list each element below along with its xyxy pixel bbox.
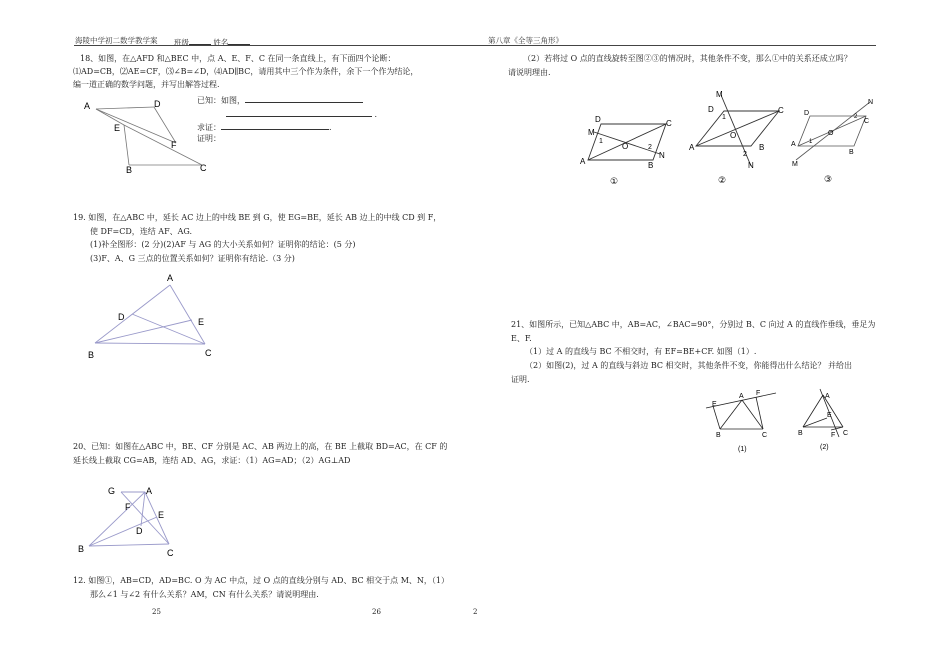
q12b-f2-2: 2: [743, 151, 747, 158]
q21-caption2: (2): [820, 444, 829, 451]
q12b-f3-d: D: [804, 110, 810, 117]
q18-line3: 编一道正确的数学问题，并写出解答过程.: [73, 80, 220, 89]
q21-f2-a: A: [825, 393, 830, 400]
q18-label-e: E: [114, 123, 121, 133]
q20-label-f: F: [125, 502, 131, 512]
q12b-f3-2: 2: [854, 114, 858, 120]
q12b-f3-m: M: [792, 161, 798, 168]
q21-line5: 证明.: [511, 375, 530, 384]
q19-label-a: A: [167, 273, 174, 283]
q12b-f3-b: B: [849, 149, 854, 156]
q12b-caption1: ①: [610, 176, 619, 186]
q18-label-f: F: [171, 140, 177, 150]
header-class: [174, 36, 250, 48]
q21-f2-f: F: [831, 432, 836, 439]
q20-label-a: A: [146, 486, 153, 496]
q18-prove: 求证： .: [197, 123, 332, 132]
q18-label-a: A: [84, 101, 91, 111]
q12b-line1: （2）若将过 O 点的直线旋转至图②③的情况时，其他条件不变，那么①中的关系还成立吗？: [523, 54, 852, 63]
q12b-f1-n: N: [659, 151, 665, 160]
q12b-f3-o: O: [828, 130, 834, 137]
q21-line4: （2）如图(2)，过 A 的直线与斜边 BC 相交时，其他条件不变，你能得出什么结论？ 并给出: [525, 361, 853, 370]
q18-label-b: B: [126, 165, 133, 175]
q12b-f1-d: D: [595, 115, 601, 124]
q12b-f2-b: B: [759, 143, 765, 152]
q21-f1-c: C: [762, 432, 768, 439]
q12b-f2-a: A: [689, 143, 695, 152]
q19-label-e: E: [198, 317, 205, 327]
q18-label-c: C: [200, 163, 207, 173]
q21-f2-c: C: [843, 430, 849, 437]
q21-line2: E、F.: [511, 334, 532, 343]
q12b-f2-1: 1: [722, 114, 726, 121]
q19-label-c: C: [205, 348, 212, 358]
q20-label-c: C: [167, 548, 174, 558]
page-number-2: 2: [473, 608, 478, 616]
q12b-f2-d: D: [708, 105, 714, 114]
q12b-f2-m: M: [716, 90, 723, 99]
header-school: 海陵中学初二数学教学案: [75, 36, 158, 45]
q12b-caption2: ②: [718, 175, 727, 185]
q21-figure1: [700, 385, 780, 455]
q21-line1: 21、如图所示，已知△ABC 中，AB=AC，∠BAC=90°，分别过 B、C 向过 A 的直线作垂线，垂足为: [511, 320, 876, 329]
q12b-line2: 请说明理由.: [508, 68, 551, 77]
q21-caption1: (1): [738, 446, 747, 453]
name-blank: [228, 36, 250, 45]
q12b-f3-c: C: [864, 118, 870, 125]
q21-f2-e: E: [827, 412, 832, 419]
q20-figure: [75, 480, 195, 565]
q19-line1: 19. 如图，在△ABC 中，延长 AC 边上的中线 BE 到 G，使 EG=BE，延长 AB 边上的中线 CD 到 F，: [73, 213, 442, 222]
q18-known-line2: .: [226, 108, 377, 121]
q21-f1-a: A: [739, 393, 744, 400]
q19-line2: 使 DF=CD，连结 AF、AG.: [90, 227, 193, 236]
q12b-f1-1: 1: [599, 138, 603, 145]
q19-label-b: B: [88, 350, 95, 360]
q18-line1: 18、如图，在△AFD 和△BEC 中，点 A、E、F、C 在同一条直线上，有下面四个论断：: [80, 54, 396, 63]
q12b-f2-o: O: [730, 131, 737, 140]
q12b-f3-1: 1: [809, 139, 813, 145]
q18-line2: ⑴AD=CB，⑵AE=CF，⑶∠B=∠D，⑷AD∥BC，请用其中三个作为条件，余下一个作为结论，: [73, 67, 419, 76]
q20-label-g: G: [108, 486, 116, 496]
q18-known-label: 已知：如图，: [197, 96, 245, 105]
q12b-caption3: ③: [824, 174, 833, 184]
q18-known-blank: [245, 94, 363, 103]
header-rule: [74, 45, 876, 46]
q12b-f1-m: M: [588, 128, 595, 137]
q12b-f1-c: C: [666, 119, 672, 128]
q19-line4: (3)F、A、G 三点的位置关系如何？证明你有结论.（3 分): [90, 254, 295, 263]
q12-line2: 那么∠1 与∠2 有什么关系？AM，CN 有什么关系？请说明理由.: [90, 590, 319, 599]
q12-line1: 12. 如图①，AB=CD，AD=BC. O 为 AC 中点，过 O 点的直线分别与 AD、BC 相交于点 M、N，（1）: [73, 576, 449, 585]
q18-proof: 证明：: [197, 134, 221, 143]
q12b-f1-2: 2: [648, 144, 652, 151]
q18-figure: [80, 95, 210, 180]
q12b-f1-a: A: [580, 157, 586, 166]
q20-label-b: B: [78, 544, 85, 554]
q20-label-e: E: [158, 510, 165, 520]
q18-prove-label: 求证：: [197, 123, 221, 132]
q21-f2-b: B: [798, 430, 803, 437]
q19-line3: (1)补全图形：(2 分)(2)AF 与 AG 的大小关系如何？证明你的结论：(5 分): [90, 240, 356, 249]
q12b-f1-b: B: [648, 161, 654, 170]
q20-line2: 延长线上截取 CG=AB，连结 AD、AG，求证：（1）AG=AD；（2）AG⊥AD: [73, 456, 351, 465]
class-label: 班级: [174, 38, 189, 47]
q12b-figure1: [578, 112, 672, 187]
name-label: 姓名: [213, 38, 229, 47]
q20-label-d: D: [136, 526, 143, 536]
q18-prove-blank: [221, 121, 329, 130]
q21-f1-f: F: [756, 390, 761, 397]
q12b-f3-n: N: [868, 99, 874, 106]
q18-known-blank2: [226, 108, 372, 117]
q12b-figure2: [688, 88, 788, 186]
q12b-f1-o: O: [622, 142, 629, 151]
q12b-f2-n: N: [748, 161, 754, 170]
q12b-figure3: [788, 96, 883, 186]
q12b-f3-a: A: [791, 141, 796, 148]
q19-figure: [85, 270, 225, 365]
page-number-26: 26: [372, 608, 381, 616]
q18-known: [197, 94, 363, 107]
q20-line1: 20、已知：如图在△ABC 中，BE、CF 分别是 AC、AB 两边上的高，在 BE 上截取 BD=AC，在 CF 的: [73, 442, 448, 451]
q21-f1-b: B: [716, 432, 721, 439]
q12b-f2-c: C: [778, 106, 784, 115]
q21-f1-e: E: [712, 401, 717, 408]
q21-line3: （1）过 A 的直线与 BC 不相交时，有 EF=BE+CF. 如图（1）.: [525, 347, 757, 356]
class-blank: [189, 36, 211, 45]
header-chapter: 第八章《全等三角形》: [488, 36, 563, 45]
q19-label-d: D: [118, 312, 125, 322]
page-number-25: 25: [152, 608, 161, 616]
q18-label-d: D: [154, 99, 161, 109]
q21-figure2: [795, 385, 855, 455]
